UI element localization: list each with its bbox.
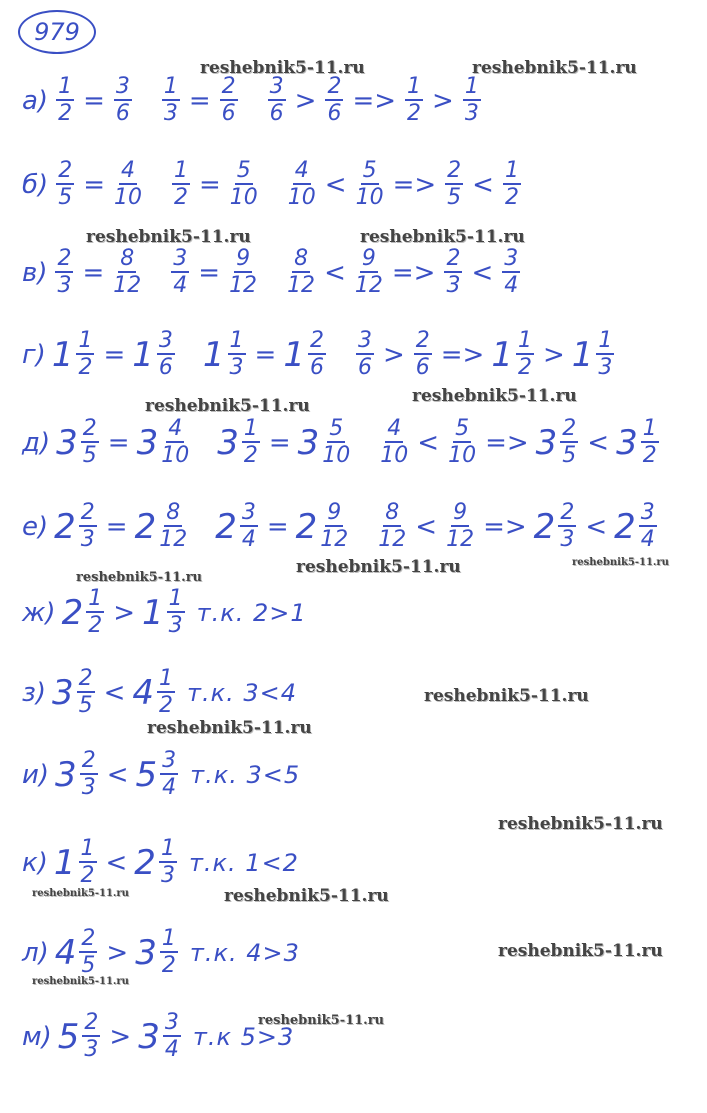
denominator: 2 <box>407 101 422 126</box>
whole-part: 4 <box>54 932 77 973</box>
operator: = <box>268 427 291 458</box>
row-label: а) <box>22 85 49 116</box>
whole-part: 2 <box>295 506 318 547</box>
fraction <box>55 248 73 297</box>
denominator: 3 <box>57 273 72 298</box>
fraction <box>380 418 408 467</box>
denominator: 3 <box>598 355 613 380</box>
operator: > <box>382 339 405 370</box>
denominator: 10 <box>448 443 477 468</box>
numerator: 4 <box>387 416 402 441</box>
fraction <box>230 160 258 209</box>
numerator: 1 <box>159 666 174 691</box>
operator: => <box>352 85 397 116</box>
row-k <box>22 838 299 887</box>
fraction <box>79 502 97 551</box>
watermark: reshebnik5-11.ru <box>224 886 389 906</box>
numerator: 2 <box>84 1010 99 1035</box>
reason-text: т.к. 3<5 <box>190 760 301 789</box>
operator: < <box>415 511 438 542</box>
denominator: 12 <box>354 273 383 298</box>
numerator: 2 <box>415 328 430 353</box>
denominator: 3 <box>84 1037 99 1062</box>
operator: = <box>254 339 277 370</box>
numerator: 4 <box>294 158 309 183</box>
watermark: reshebnik5-11.ru <box>360 227 525 247</box>
numerator: 3 <box>115 74 130 99</box>
operator: > <box>113 597 136 628</box>
whole-part: 1 <box>283 334 305 375</box>
row-label: е) <box>22 511 49 542</box>
watermark: reshebnik5-11.ru <box>472 58 637 78</box>
numerator: 5 <box>329 416 344 441</box>
fraction <box>448 418 476 467</box>
fraction <box>86 588 104 637</box>
numerator: 1 <box>517 328 532 353</box>
fraction <box>287 248 315 297</box>
operator: = <box>198 257 221 288</box>
row-label: г) <box>22 339 46 370</box>
fraction <box>56 160 74 209</box>
row-label: и) <box>22 759 50 790</box>
denominator: 6 <box>115 101 130 126</box>
denominator: 5 <box>81 953 96 978</box>
row-m <box>22 1012 294 1061</box>
denominator: 3 <box>229 355 244 380</box>
operator: = <box>83 85 105 116</box>
denominator: 10 <box>355 185 384 210</box>
watermark: reshebnik5-11.ru <box>498 814 663 834</box>
denominator: 4 <box>640 527 655 552</box>
numerator: 2 <box>57 246 72 271</box>
numerator: 1 <box>168 586 183 611</box>
fraction <box>114 160 142 209</box>
numerator: 2 <box>327 74 342 99</box>
fraction <box>157 330 175 379</box>
row-e <box>22 502 659 551</box>
operator: < <box>103 677 126 708</box>
fraction <box>163 1012 181 1061</box>
denominator: 4 <box>504 273 519 298</box>
reason-text: т.к. 1<2 <box>188 848 299 877</box>
denominator: 12 <box>113 273 142 298</box>
whole-part: 1 <box>571 334 594 375</box>
row-d <box>22 418 661 467</box>
denominator: 2 <box>243 443 258 468</box>
denominator: 10 <box>287 185 316 210</box>
fraction <box>516 330 534 379</box>
fraction <box>446 502 474 551</box>
denominator: 2 <box>58 101 73 126</box>
fraction <box>414 330 432 379</box>
numerator: 3 <box>269 74 284 99</box>
fraction <box>159 502 187 551</box>
operator: => <box>440 339 485 370</box>
fraction <box>76 330 94 379</box>
numerator: 5 <box>455 416 470 441</box>
operator: = <box>105 511 128 542</box>
operator: => <box>483 511 527 542</box>
whole-part: 3 <box>297 422 320 463</box>
numerator: 5 <box>362 158 377 183</box>
watermark: reshebnik5-11.ru <box>145 396 310 416</box>
numerator: 5 <box>236 158 251 183</box>
operator: => <box>485 427 529 458</box>
numerator: 3 <box>164 1010 179 1035</box>
whole-part: 2 <box>61 592 84 633</box>
whole-part: 2 <box>614 506 636 547</box>
numerator: 1 <box>80 836 95 861</box>
whole-part: 3 <box>136 422 159 463</box>
denominator: 3 <box>446 273 461 298</box>
fraction <box>172 160 190 209</box>
denominator: 10 <box>380 443 409 468</box>
whole-part: 1 <box>132 334 154 375</box>
whole-part: 1 <box>51 334 74 375</box>
whole-part: 2 <box>54 506 76 547</box>
fraction <box>444 248 462 297</box>
denominator: 2 <box>88 613 103 638</box>
numerator: 3 <box>357 328 372 353</box>
fraction <box>405 76 423 125</box>
denominator: 6 <box>327 101 342 126</box>
fraction <box>463 76 481 125</box>
numerator: 2 <box>560 500 575 525</box>
numerator: 9 <box>327 500 342 525</box>
fraction <box>80 750 98 799</box>
fraction <box>356 160 384 209</box>
fraction <box>322 418 350 467</box>
whole-part: 4 <box>132 672 155 713</box>
fraction <box>171 248 189 297</box>
whole-part: 5 <box>135 754 158 795</box>
fraction <box>160 750 178 799</box>
numerator: 1 <box>642 416 657 441</box>
row-label: л) <box>22 937 49 968</box>
denominator: 12 <box>159 527 188 552</box>
fraction <box>77 668 95 717</box>
operator: = <box>107 427 130 458</box>
denominator: 6 <box>269 101 284 126</box>
watermark: reshebnik5-11.ru <box>147 718 312 738</box>
reason-text: т.к. 2>1 <box>196 598 307 627</box>
watermark: reshebnik5-11.ru <box>200 58 365 78</box>
denominator: 5 <box>58 185 73 210</box>
denominator: 3 <box>81 775 96 800</box>
whole-part: 5 <box>57 1016 80 1057</box>
operator: < <box>587 427 610 458</box>
reason-text: т.к 5>3 <box>192 1022 295 1051</box>
denominator: 2 <box>173 185 188 210</box>
denominator: 6 <box>221 101 236 126</box>
denominator: 4 <box>241 527 256 552</box>
numerator: 3 <box>504 246 519 271</box>
fraction <box>114 76 132 125</box>
whole-part: 1 <box>53 842 76 883</box>
numerator: 1 <box>229 328 244 353</box>
numerator: 8 <box>385 500 400 525</box>
fraction <box>320 502 348 551</box>
fraction <box>560 418 578 467</box>
fraction <box>79 928 97 977</box>
fraction <box>503 160 521 209</box>
operator: < <box>585 511 608 542</box>
fraction <box>157 668 175 717</box>
row-label: б) <box>22 169 49 200</box>
fraction <box>596 330 614 379</box>
row-label: в) <box>22 257 48 288</box>
denominator: 10 <box>229 185 258 210</box>
watermark: reshebnik5-11.ru <box>258 1013 385 1028</box>
denominator: 3 <box>464 101 479 126</box>
denominator: 6 <box>309 355 324 380</box>
numerator: 2 <box>446 246 461 271</box>
denominator: 2 <box>517 355 532 380</box>
denominator: 10 <box>113 185 142 210</box>
operator: < <box>417 427 440 458</box>
watermark: reshebnik5-11.ru <box>32 888 129 899</box>
denominator: 3 <box>560 527 575 552</box>
operator: > <box>432 85 454 116</box>
denominator: 4 <box>173 273 188 298</box>
watermark: reshebnik5-11.ru <box>296 557 461 577</box>
watermark: reshebnik5-11.ru <box>86 227 251 247</box>
numerator: 9 <box>453 500 468 525</box>
denominator: 5 <box>82 443 97 468</box>
watermark: reshebnik5-11.ru <box>424 686 589 706</box>
whole-part: 3 <box>51 672 74 713</box>
denominator: 12 <box>446 527 475 552</box>
numerator: 1 <box>161 926 176 951</box>
numerator: 2 <box>81 748 96 773</box>
denominator: 2 <box>78 355 93 380</box>
fraction <box>268 76 286 125</box>
fraction <box>79 838 97 887</box>
operator: = <box>82 257 105 288</box>
watermark: reshebnik5-11.ru <box>32 976 129 987</box>
whole-part: 3 <box>138 1016 160 1057</box>
denominator: 2 <box>504 185 519 210</box>
numerator: 2 <box>82 416 97 441</box>
denominator: 12 <box>378 527 407 552</box>
numerator: 9 <box>361 246 376 271</box>
fraction <box>113 248 141 297</box>
numerator: 2 <box>221 74 236 99</box>
numerator: 8 <box>120 246 135 271</box>
denominator: 6 <box>158 355 173 380</box>
whole-part: 2 <box>134 506 157 547</box>
denominator: 2 <box>80 863 95 888</box>
denominator: 6 <box>357 355 372 380</box>
denominator: 3 <box>163 101 178 126</box>
row-label: з) <box>22 677 46 708</box>
fraction <box>159 838 177 887</box>
numerator: 1 <box>243 416 258 441</box>
watermark: reshebnik5-11.ru <box>76 570 203 585</box>
fraction <box>641 418 659 467</box>
denominator: 10 <box>161 443 190 468</box>
fraction <box>240 502 258 551</box>
watermark: reshebnik5-11.ru <box>412 386 577 406</box>
watermark: reshebnik5-11.ru <box>498 941 663 961</box>
numerator: 2 <box>58 158 73 183</box>
whole-part: 3 <box>56 422 78 463</box>
row-label: к) <box>22 847 48 878</box>
fraction <box>378 502 406 551</box>
whole-part: 2 <box>134 842 156 883</box>
fraction <box>308 330 326 379</box>
operator: = <box>198 169 221 200</box>
numerator: 4 <box>120 158 135 183</box>
numerator: 2 <box>447 158 462 183</box>
fraction <box>160 928 178 977</box>
numerator: 1 <box>88 586 103 611</box>
denominator: 2 <box>159 693 174 718</box>
operator: < <box>471 257 494 288</box>
numerator: 3 <box>241 500 256 525</box>
row-label: ж) <box>22 597 56 628</box>
whole-part: 1 <box>202 334 225 375</box>
row-v <box>22 248 522 297</box>
operator: => <box>392 169 437 200</box>
fraction <box>220 76 238 125</box>
reason-text: т.к. 4>3 <box>189 938 300 967</box>
numerator: 1 <box>160 836 175 861</box>
whole-part: 3 <box>135 932 157 973</box>
numerator: 2 <box>562 416 577 441</box>
fraction <box>242 418 260 467</box>
operator: > <box>106 937 129 968</box>
operator: < <box>472 169 494 200</box>
denominator: 12 <box>287 273 316 298</box>
denominator: 5 <box>562 443 577 468</box>
numerator: 9 <box>236 246 251 271</box>
denominator: 2 <box>642 443 657 468</box>
fraction <box>356 330 374 379</box>
denominator: 2 <box>161 953 176 978</box>
operator: > <box>109 1021 132 1052</box>
whole-part: 1 <box>142 592 164 633</box>
whole-part: 3 <box>217 422 239 463</box>
operator: < <box>106 759 129 790</box>
numerator: 1 <box>504 158 519 183</box>
fraction <box>445 160 463 209</box>
whole-part: 3 <box>55 754 77 795</box>
row-a <box>22 76 483 125</box>
numerator: 2 <box>80 500 95 525</box>
denominator: 12 <box>320 527 349 552</box>
fraction <box>56 76 74 125</box>
operator: < <box>324 257 346 288</box>
operator: = <box>103 339 126 370</box>
operator: = <box>266 511 289 542</box>
row-label: д) <box>22 427 51 458</box>
numerator: 8 <box>294 246 309 271</box>
task-number: 979 <box>18 10 96 54</box>
denominator: 4 <box>164 1037 179 1062</box>
fraction <box>229 248 257 297</box>
fraction <box>162 76 180 125</box>
whole-part: 2 <box>533 506 556 547</box>
fraction <box>288 160 316 209</box>
numerator: 1 <box>58 74 73 99</box>
operator: < <box>324 169 347 200</box>
numerator: 3 <box>158 328 173 353</box>
denominator: 5 <box>447 185 462 210</box>
numerator: 2 <box>81 926 96 951</box>
numerator: 2 <box>309 328 324 353</box>
denominator: 3 <box>160 863 175 888</box>
denominator: 4 <box>162 775 177 800</box>
fraction <box>167 588 185 637</box>
watermark: reshebnik5-11.ru <box>572 557 669 568</box>
row-zh <box>22 588 307 637</box>
fraction <box>82 1012 100 1061</box>
fraction <box>502 248 520 297</box>
whole-part: 3 <box>616 422 638 463</box>
row-l <box>22 928 300 977</box>
row-i <box>22 750 300 799</box>
fraction <box>161 418 189 467</box>
numerator: 8 <box>166 500 181 525</box>
numerator: 3 <box>173 246 188 271</box>
operator: > <box>294 85 317 116</box>
row-b <box>22 160 523 209</box>
denominator: 3 <box>168 613 183 638</box>
fraction <box>325 76 343 125</box>
numerator: 1 <box>173 158 188 183</box>
numerator: 3 <box>162 748 177 773</box>
reason-text: т.к. 3<4 <box>187 678 298 707</box>
fraction <box>355 248 383 297</box>
row-g <box>22 330 616 379</box>
operator: = <box>83 169 105 200</box>
row-z <box>22 668 297 717</box>
fraction <box>81 418 99 467</box>
numerator: 1 <box>78 328 93 353</box>
numerator: 4 <box>168 416 183 441</box>
fraction <box>228 330 246 379</box>
numerator: 3 <box>640 500 655 525</box>
operator: = <box>188 85 211 116</box>
denominator: 6 <box>415 355 430 380</box>
whole-part: 3 <box>535 422 558 463</box>
fraction <box>558 502 576 551</box>
denominator: 5 <box>78 693 93 718</box>
fraction <box>639 502 657 551</box>
whole-part: 2 <box>215 506 237 547</box>
denominator: 3 <box>80 527 95 552</box>
numerator: 1 <box>407 74 422 99</box>
row-label: м) <box>22 1021 52 1052</box>
operator: < <box>105 847 128 878</box>
numerator: 1 <box>163 74 178 99</box>
numerator: 1 <box>598 328 613 353</box>
numerator: 2 <box>78 666 93 691</box>
denominator: 12 <box>229 273 258 298</box>
denominator: 10 <box>322 443 351 468</box>
operator: => <box>391 257 436 288</box>
whole-part: 1 <box>491 334 513 375</box>
numerator: 1 <box>464 74 479 99</box>
operator: > <box>542 339 565 370</box>
